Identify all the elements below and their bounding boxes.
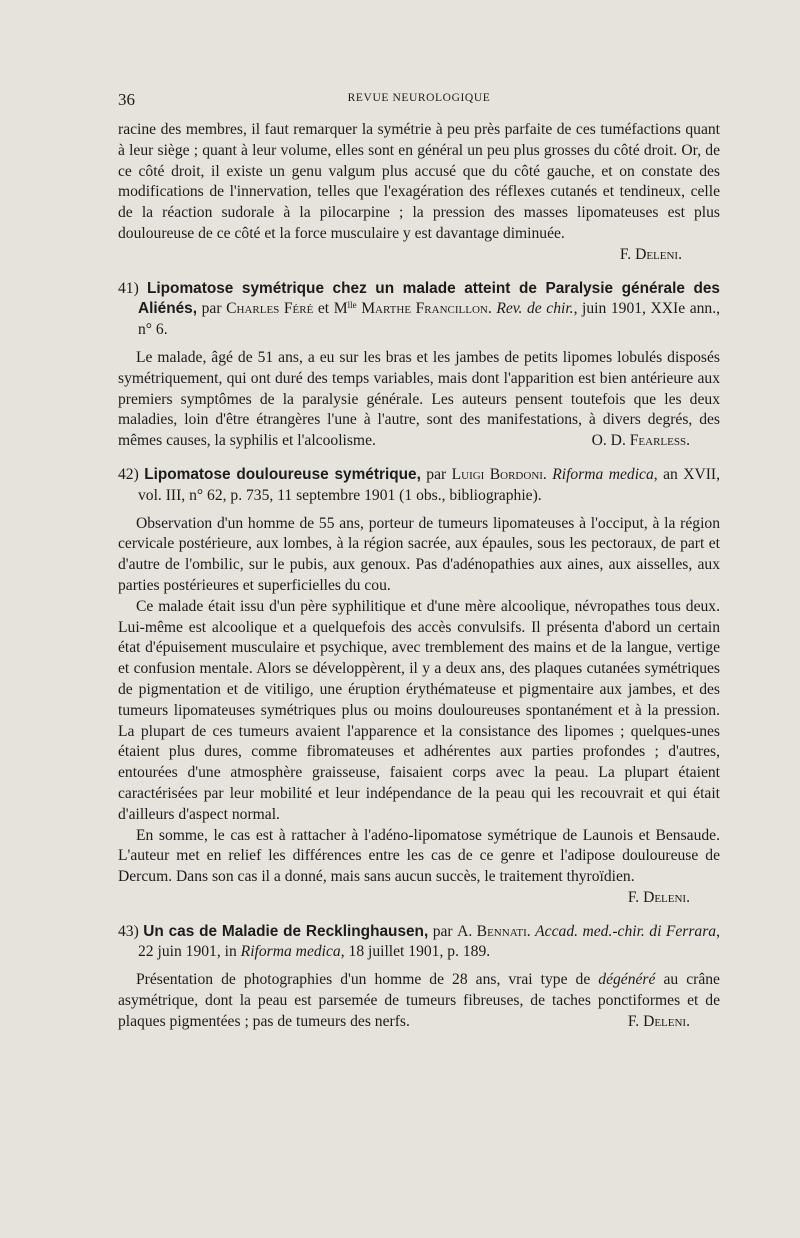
entry-paragraph: Ce malade était issu d'un père syphilitique et d'une mère alcoolique, névropathes tous deux. Lui-même est alcoolique et a quelquefois des accès convulsifs. Il présenta d'abord un certain état d'épuisement musculaire et psychique, avec tremblement des mains et de la langue, vertige et confusion mentale. Alors se développèrent, il y a deux ans, des plaques cutanées symétriques de pigmentation et de vitiligo, une éruption érythémateuse et pigmentaire aux jambes, et des tumeurs lipomateuses symétriques plus ou moins douloureuses spontanément et à la pression. La plupart de ces tumeurs avaient l'apparence et la consistance des lipomes ; quelques-unes étaient plus dures, comme fibromateuses et adhérentes aux parties profondes ; d'autres, entourées d'une atmosphère graisseuse, faisaient corps avec la peau. La plupart étaient caractérisées par leur mobilité et leur indépendance de la peau qui les recouvrait et qui était d'ailleurs d'aspect normal. bbox=[118, 597, 720, 823]
entry-number: 42) bbox=[118, 465, 139, 483]
page-header bbox=[118, 90, 720, 112]
entry-title: Un cas de Maladie de Recklinghausen, bbox=[143, 922, 429, 940]
journal-name: Accad. med.-chir. di Ferrara bbox=[535, 922, 717, 940]
entry-author: Luigi Bordoni. bbox=[451, 465, 547, 483]
journal-name: Rev. de chir. bbox=[496, 300, 574, 318]
entry-author: Marthe Francillon. bbox=[361, 300, 492, 318]
entry-title: Lipomatose douloureuse symétrique, bbox=[144, 465, 421, 483]
entry-heading: 43) Un cas de Maladie de Recklinghausen, par A. Bennati. Accad. med.-chir. di Ferrara, 22 juin 1901, in Riforma medica, 18 juillet 1901, p. 189. bbox=[118, 922, 720, 961]
signature: F. Deleni. bbox=[619, 245, 682, 263]
entry-paragraph: Présentation de photographies d'un homme de 28 ans, vrai type de dégénéré au crâne asymétrique, dont la peau est parsemée de tumeurs fibreuses, de taches ponctiformes et de plaques pigmentées ; pas de tumeurs des nerfs. F. Deleni. bbox=[118, 970, 720, 1032]
citation-ref: , an XVII, vol. III, n° 62, p. 735, 11 septembre 1901 (1 obs., bibliographie). bbox=[138, 465, 720, 504]
entry-paragraph: En somme, le cas est à rattacher à l'adéno-lipomatose symétrique de Launois et Bensaude. L'auteur met en relief les différences entre les cas de ce genre et l'adipose douloureuse de Dercum. Dans son cas il a donné, mais sans aucun succès, le traitement thyroïdien. F. Deleni. bbox=[118, 826, 720, 909]
entry-number: 43) bbox=[118, 922, 139, 940]
abstract-entry-42 bbox=[118, 465, 720, 909]
abstract-entry-43 bbox=[118, 922, 720, 1033]
entry-heading: 41) Lipomatose symétrique chez un malade atteint de Paralysie générale des Aliénés, par Charles Féré et $M^{lle}$ Marthe Francillon. Rev. de chir., juin 1901, XXIe ann., n° 6. bbox=[118, 279, 721, 339]
entry-author: A. Bennati. bbox=[457, 922, 531, 940]
entry-paragraph: Le malade, âgé de 51 ans, a eu sur les bras et les jambes de petits lipomes lobulés disposés symétriquement, qui ont duré des temps variables, mais dont l'apparition est bien antérieure aux premiers symptômes de la paralysie générale. Les auteurs pensent toutefois que les deux maladies, loin d'être étrangères l'une à l'autre, sont des manifestations, à divers degrés, des mêmes causes, la syphilis et l'alcoolisme. O. D. Fearless. bbox=[118, 348, 720, 452]
citation-ref: , 18 juillet 1901, p. 189. bbox=[340, 943, 491, 961]
entry-heading: 42) Lipomatose douloureuse symétrique, par Luigi Bordoni. Riforma medica, an XVII, vol. III, n° 62, p. 735, 11 septembre 1901 (1 obs., bibliographie). bbox=[118, 465, 720, 504]
journal-name: Riforma medica bbox=[240, 943, 341, 961]
entry-title: Lipomatose symétrique chez un malade atteint de Paralysie générale des Aliénés, bbox=[138, 279, 720, 318]
article-body bbox=[118, 120, 720, 1033]
abstract-entry-41 bbox=[118, 279, 720, 452]
signature: O. D. Fearless. bbox=[591, 432, 690, 450]
entry-number: 41) bbox=[118, 279, 139, 297]
signature: F. Deleni. bbox=[627, 888, 690, 906]
entry-author: Charles Féré bbox=[226, 300, 314, 318]
signature: F. Deleni. bbox=[627, 1012, 690, 1030]
entry-paragraph: Observation d'un homme de 55 ans, porteur de tumeurs lipomateuses à l'occiput, à la région cervicale postérieure, aux lombes, à la région sacrée, aux épaules, sous les pectoraux, de part et d'autre de l'ombilic, sur le pubis, aux genoux. Pas d'adénopathies aux aines, aux aisselles, aux parties postérieures et superficielles du cou. bbox=[118, 514, 720, 594]
journal-name: Riforma medica bbox=[552, 465, 654, 483]
citation-ref: , juin 1901, XXIe ann., n° 6. bbox=[138, 300, 721, 339]
intro-paragraph: racine des membres, il faut remarquer la symétrie à peu près parfaite de ces tuméfactions quant à leur siège ; quant à leur volume, elles sont en général un peu plus grosses du côté droit. Or, de ce côté droit, il existe un genu valgum plus accusé que du côté gauche, et on constate des modifications de l'innervation, telles que l'exagération des réflexes cutanés et tendineux, celle de la réaction sudorale à la pilocarpine ; la pression des masses lipomateuses est plus douloureuse de ce côté et la force musculaire y est davantage diminuée. bbox=[118, 121, 720, 242]
page-number: 36 bbox=[118, 90, 135, 109]
running-title: REVUE NEUROLOGIQUE bbox=[347, 92, 491, 104]
